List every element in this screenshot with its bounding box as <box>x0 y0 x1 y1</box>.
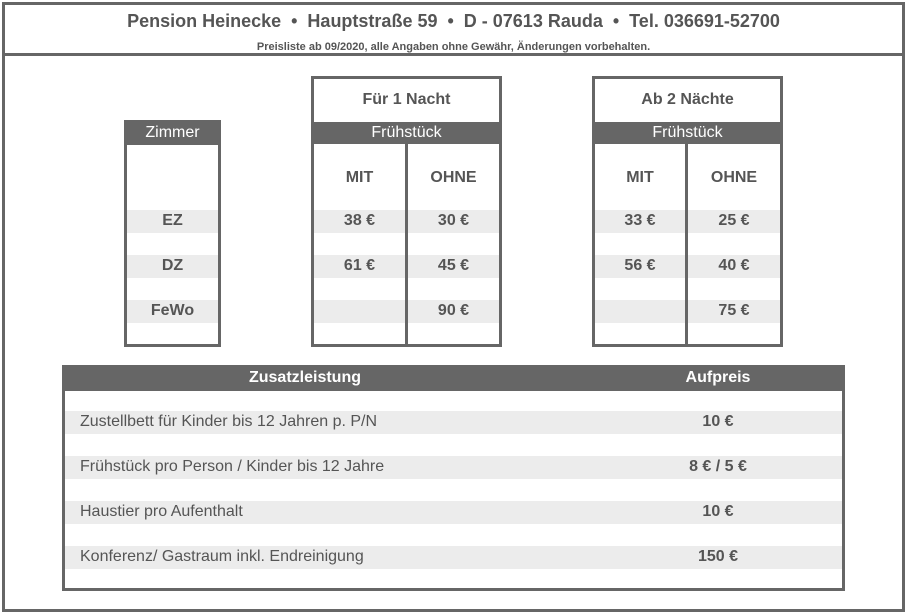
extras-service-3: Haustier pro Aufenthalt <box>80 503 243 520</box>
room-label-dz: DZ <box>161 257 184 274</box>
one-night-mit-ez: 38 € <box>343 212 376 229</box>
two-nights-ohne-ez: 25 € <box>718 212 750 229</box>
two-nights-col-mit: MIT <box>626 169 654 186</box>
two-nights-heading: Ab 2 Nächte <box>641 91 734 108</box>
two-nights-ohne-fewo: 75 € <box>718 302 750 319</box>
rooms-heading: Zimmer <box>124 120 221 145</box>
one-night-ohne-ez: 30 € <box>437 212 470 229</box>
page-title: Pension Heinecke • Hauptstraße 59 • D - 07613 Rauda • Tel. 036691-52700 <box>127 11 780 31</box>
two-nights-breakfast-bar: Frühstück <box>592 122 783 144</box>
one-night-mit-dz: 61 € <box>343 257 376 274</box>
room-label-ez: EZ <box>162 212 183 229</box>
extras-service-2: Frühstück pro Person / Kinder bis 12 Jahre <box>80 458 385 475</box>
extras-col-service: Zusatzleistung <box>248 369 361 386</box>
two-nights-mit-dz: 56 € <box>624 257 656 274</box>
one-night-breakfast-bar: Frühstück <box>311 122 502 144</box>
one-night-heading: Für 1 Nacht <box>362 91 451 108</box>
extras-price-1: 10 € <box>702 413 734 430</box>
extras-col-price: Aufpreis <box>685 369 751 386</box>
extras-price-4: 150 € <box>697 548 739 565</box>
one-night-col-ohne: OHNE <box>430 169 477 186</box>
two-nights-mit-ez: 33 € <box>624 212 656 229</box>
room-label-fewo: FeWo <box>150 302 195 319</box>
one-night-ohne-fewo: 90 € <box>437 302 470 319</box>
one-night-ohne-dz: 45 € <box>437 257 470 274</box>
one-night-col-mit: MIT <box>345 169 374 186</box>
two-nights-col-ohne: OHNE <box>710 169 758 186</box>
extras-price-2: 8 € / 5 € <box>689 458 747 475</box>
extras-price-3: 10 € <box>702 503 734 520</box>
extras-service-4: Konferenz/ Gastraum inkl. Endreinigung <box>80 548 364 565</box>
page-subtitle: Preisliste ab 09/2020, alle Angaben ohne Gewähr, Änderungen vorbehalten. <box>256 41 651 53</box>
two-nights-ohne-dz: 40 € <box>718 257 750 274</box>
extras-service-1: Zustellbett für Kinder bis 12 Jahren p. P/N <box>80 413 378 430</box>
header <box>2 2 905 56</box>
